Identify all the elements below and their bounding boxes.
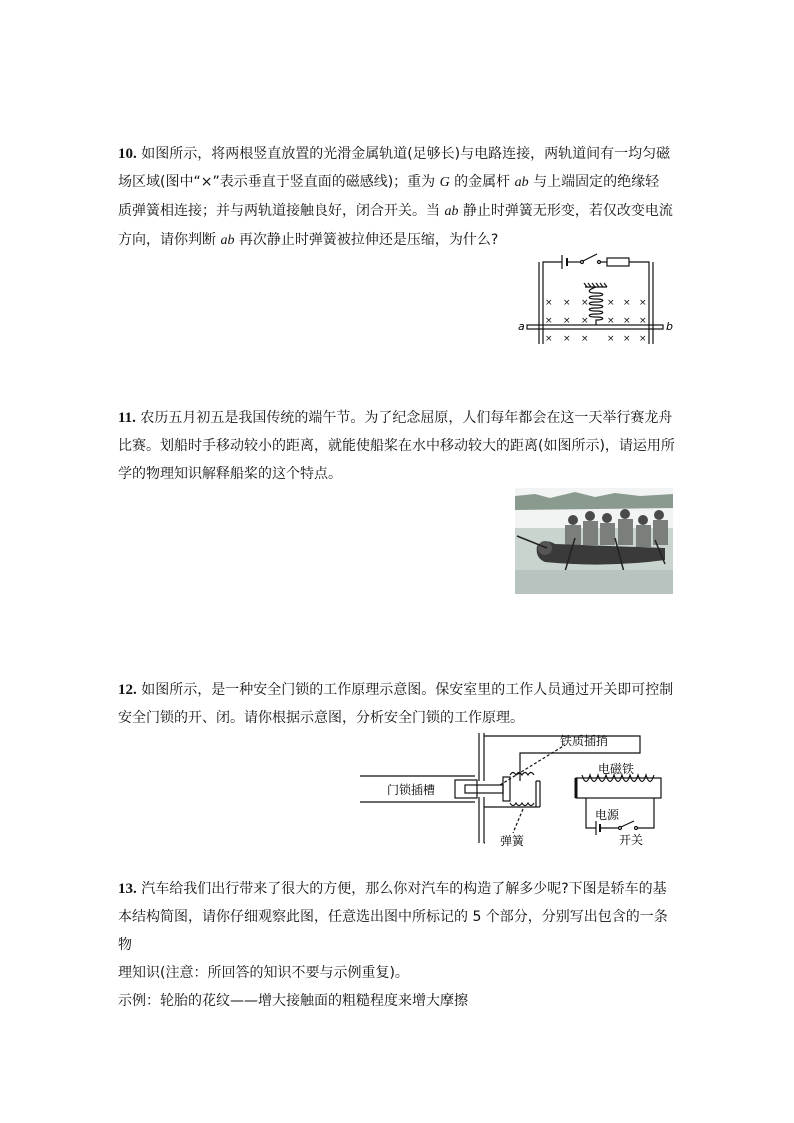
- label-iron-pin: 铁质插捎: [560, 734, 609, 748]
- question-13: [118, 875, 678, 1015]
- question-12: [118, 676, 678, 732]
- label-spring: 弹簧: [500, 834, 525, 848]
- svg-text:×: ×: [607, 334, 615, 344]
- q11-line-2: 比赛。划船时手移动较小的距离，就能使船桨在水中移动较大的距离(如图所示)，请运用所: [118, 438, 675, 454]
- svg-text:×: ×: [623, 298, 631, 308]
- svg-text:×: ×: [607, 298, 615, 308]
- q12-line-1: 12. 如图所示，是一种安全门锁的工作原理示意图。保安室里的工作人员通过开关即可控制: [118, 682, 674, 698]
- label-b: b: [666, 320, 673, 333]
- svg-text:×: ×: [581, 316, 589, 326]
- svg-text:×: ×: [545, 334, 553, 344]
- question-11: [118, 404, 678, 488]
- svg-text:×: ×: [581, 298, 589, 308]
- svg-text:×: ×: [563, 334, 571, 344]
- q13-line-2: 本结构简图，请你仔细观察此图，任意选出图中所标记的 5 个部分，分别写出包含的一条物: [118, 909, 668, 953]
- svg-text:×: ×: [639, 334, 647, 344]
- label-lock-slot: 门锁插槽: [387, 783, 436, 797]
- q12-lock-figure: [360, 733, 680, 850]
- svg-text:×: ×: [581, 334, 589, 344]
- svg-text:×: ×: [563, 298, 571, 308]
- label-electromagnet: 电磁铁: [598, 762, 635, 776]
- q13-line-3: 理知识(注意：所回答的知识不要与示例重复)。: [118, 965, 409, 981]
- q10-number: 10.: [118, 146, 137, 162]
- q13-line-1: 13. 汽车给我们出行带来了很大的方便，那么你对汽车的构造了解多少呢?下图是轿车的基: [118, 881, 667, 897]
- svg-text:×: ×: [545, 298, 553, 308]
- svg-text:×: ×: [623, 316, 631, 326]
- dragon-boat-photo: [515, 488, 673, 594]
- svg-text:×: ×: [607, 316, 615, 326]
- q10-line-2: 场区域(图中“×”表示垂直于竖直面的磁感线)；重为 G 的金属杆 ab 与上端固定的绝缘轻: [118, 174, 660, 190]
- svg-text:×: ×: [563, 316, 571, 326]
- label-a: a: [518, 320, 525, 333]
- q10-line-3: 质弹簧相连接；并与两轨道接触良好，闭合开关。当 ab 静止时弹簧无形变，若仅改变电流: [118, 203, 673, 219]
- q10-circuit-figure: [515, 250, 680, 350]
- svg-text:×: ×: [623, 334, 631, 344]
- question-10: [118, 140, 678, 255]
- svg-text:×: ×: [545, 316, 553, 326]
- svg-text:×: ×: [639, 298, 647, 308]
- q12-number: 12.: [118, 682, 137, 698]
- q11-line-1: 11. 农历五月初五是我国传统的端午节。为了纪念屈原，人们每年都会在这一天举行赛龙舟: [118, 410, 673, 426]
- q10-line-4: 方向，请你判断 ab 再次静止时弹簧被拉伸还是压缩，为什么?: [118, 232, 499, 248]
- q13-number: 13.: [118, 881, 137, 897]
- svg-text:×: ×: [639, 316, 647, 326]
- q13-example: 示例：轮胎的花纹——增大接触面的粗糙程度来增大摩擦: [118, 993, 468, 1009]
- q11-line-3: 学的物理知识解释船桨的这个特点。: [118, 466, 342, 482]
- q11-number: 11.: [118, 410, 136, 426]
- label-switch: 开关: [619, 833, 644, 847]
- label-power: 电源: [595, 808, 620, 822]
- q10-line-1: 10. 如图所示，将两根竖直放置的光滑金属轨道(足够长)与电路连接，两轨道间有一均匀磁: [118, 146, 671, 162]
- q12-line-2: 安全门锁的开、闭。请你根据示意图，分析安全门锁的工作原理。: [118, 710, 524, 726]
